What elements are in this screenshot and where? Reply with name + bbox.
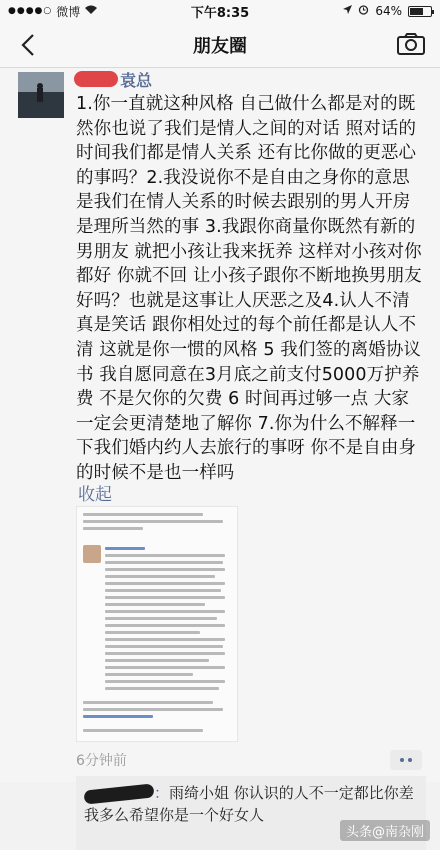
more-dot-icon — [400, 758, 404, 762]
image-text-line — [83, 715, 153, 718]
image-text-line — [105, 547, 145, 550]
image-text-line — [105, 645, 223, 648]
image-text-line — [105, 687, 219, 690]
post-text: 1.你一直就这种风格 自己做什么都是对的既然你也说了我们是情人之间的对话 照对话的时间我们都是情人关系 还有比你做的更恶心的事吗？2.我没说你不是自由之身你的意思是我们在情人关系的时候去跟别的男人开房是理所当然的事 3.我跟你商量你既然有新的男朋友 就把小孩让我来抚养 这样对小孩对你都好 你就不回 让小孩子跟你不断地换男朋友好吗？也就是这事让人厌恶之及4.认人不清 真是笑话 跟你相处过的每个前任都是认人不清 这就是你一惯的风格 5 我们签的离婚协议书 我自愿同意在3月底之前支付5000万护养费 不是欠你的欠费 6 时间再过够一点 大家一定会更清楚地了解你 7.你为什么不解释一下我们婚内约人去旅行的事呀 你不是自由身的时候不是也一样吗 — [76, 94, 422, 483]
battery-fill — [410, 8, 423, 15]
status-right — [282, 4, 432, 18]
image-text-line — [83, 729, 203, 732]
image-text-line — [105, 652, 225, 655]
image-text-line — [83, 701, 213, 704]
camera-button[interactable] — [396, 32, 426, 58]
image-text-line — [105, 631, 200, 634]
carrier-label: 微博 — [56, 4, 81, 19]
image-text-line — [83, 527, 143, 530]
collapse-link[interactable]: 收起 — [78, 485, 112, 505]
status-left — [8, 3, 158, 20]
image-text-line — [105, 666, 225, 669]
redaction-mark — [83, 783, 154, 804]
image-text-line — [83, 520, 223, 523]
image-text-line — [105, 624, 225, 627]
image-text-line — [105, 659, 209, 662]
image-text-line — [105, 596, 225, 599]
image-text-line — [105, 673, 193, 676]
redaction-mark — [74, 71, 118, 87]
image-text-line — [105, 617, 217, 620]
status-bar — [0, 0, 440, 22]
navigation-bar — [0, 22, 440, 68]
page-title: 朋友圈 — [193, 35, 247, 57]
watermark: 头条@南杂刚 — [340, 820, 430, 841]
image-text-line — [105, 638, 225, 641]
status-time: 下午8:35 — [190, 5, 250, 21]
signal-icon: ●●●●○ — [8, 6, 53, 16]
image-text-line — [105, 589, 221, 592]
back-button[interactable] — [14, 30, 42, 60]
moments-feed — [0, 68, 440, 840]
chevron-left-icon — [21, 34, 35, 56]
image-text-line — [83, 708, 223, 711]
image-avatar — [83, 545, 101, 563]
avatar[interactable] — [18, 72, 64, 118]
image-text-line — [105, 582, 225, 585]
more-dot-icon — [408, 758, 412, 762]
author-name: 袁总 — [120, 70, 153, 90]
image-text-line — [105, 568, 225, 571]
avatar-photo — [18, 72, 64, 118]
camera-icon — [396, 32, 426, 56]
image-text-line — [105, 610, 225, 613]
image-text-line — [105, 575, 215, 578]
comment-author-suffix: ： — [154, 784, 170, 802]
image-text-line — [105, 561, 223, 564]
post-timestamp: 6分钟前 — [76, 753, 127, 769]
location-icon — [343, 4, 352, 18]
wifi-icon — [84, 4, 98, 18]
post-author[interactable] — [74, 68, 152, 90]
image-text-line — [105, 603, 205, 606]
alarm-icon — [358, 4, 369, 18]
comment-text: 雨绮小姐 你认识的人不一定都比你差 我多么希望你是一个好女人 — [84, 784, 414, 824]
battery-icon — [408, 6, 432, 17]
more-actions-button[interactable] — [390, 750, 422, 770]
battery-percent: 64% — [375, 4, 402, 18]
attached-image[interactable] — [76, 506, 238, 742]
image-text-line — [105, 680, 225, 683]
image-text-line — [83, 513, 203, 516]
image-text-line — [105, 554, 225, 557]
